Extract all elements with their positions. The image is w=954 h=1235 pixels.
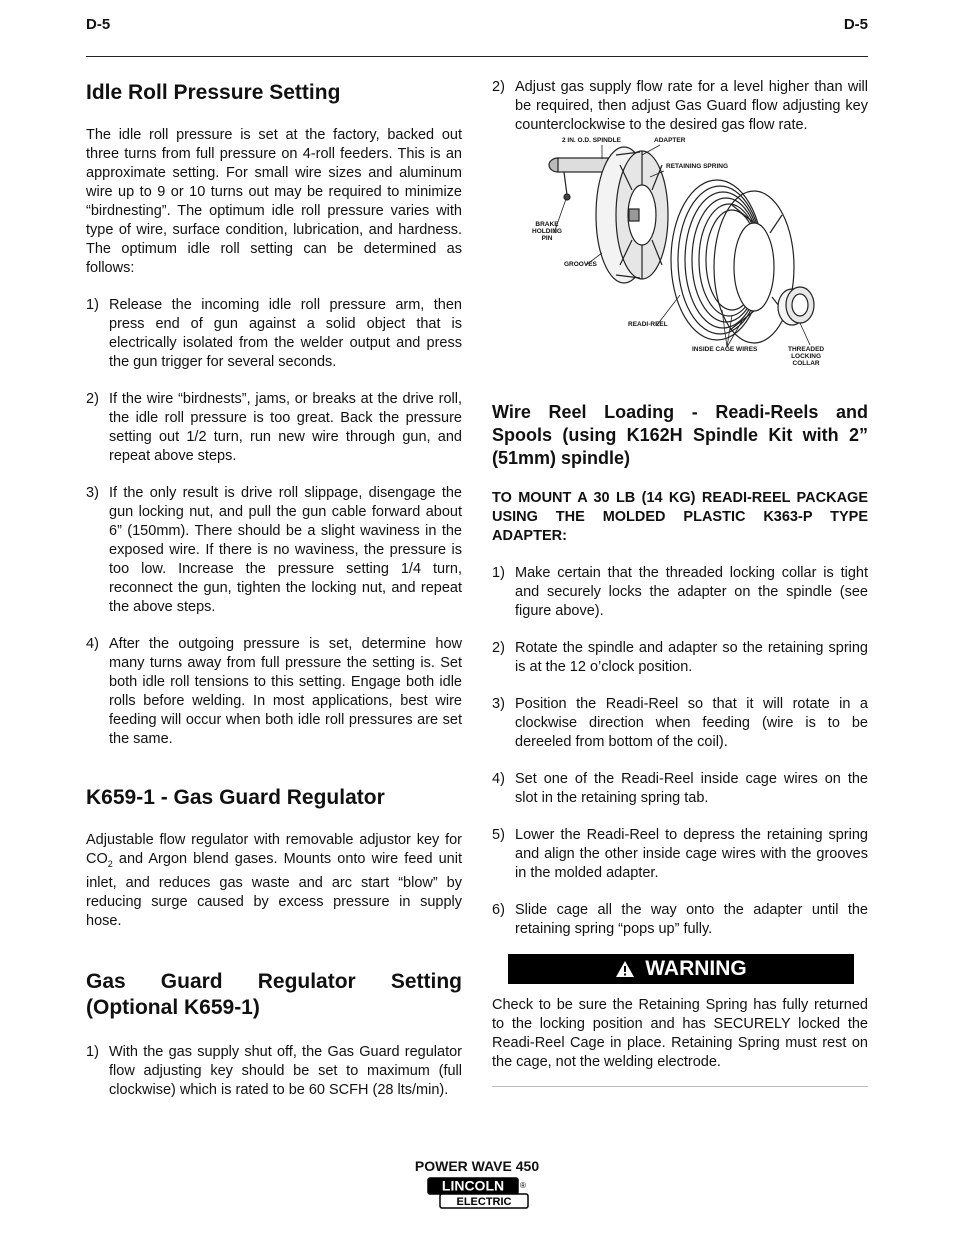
step-number: 4): [492, 771, 505, 787]
idle-roll-step: [86, 635, 462, 749]
k659-text-a: Adjustable flow regulator with removable adjustor key for CO: [86, 832, 462, 867]
label-retaining-spring: RETAINING SPRING: [666, 163, 728, 170]
step-text: Adjust gas supply flow rate for a level higher than will be required, then adjust Gas Guard flow adjusting key counterclockwise to the desired gas flow rate.: [515, 79, 868, 133]
step-text: After the outgoing pressure is set, determine how many turns away from full pressure the setting is. Set both idle roll tensions to this setting. Engage both idle rolls before welding. In most applications, best wire feeding will occur when both idle roll pressures are set the same.: [109, 636, 462, 747]
wire-reel-heading: Wire Reel Loading - Readi-Reels and Spools (using K162H Spindle Kit with 2” (51mm) spindle): [492, 402, 868, 468]
warning-label: WARNING: [645, 957, 747, 980]
logo-text-bottom: ELECTRIC: [456, 1196, 512, 1208]
gas-guard-heading: Gas Guard Regulator Setting (Optional K659-1): [86, 969, 462, 1019]
label-adapter: ADAPTER: [654, 137, 686, 144]
mount-step: [492, 826, 868, 883]
readi-reel-figure: [492, 135, 868, 375]
mount-step: [492, 901, 868, 939]
step-text: If the wire “birdnests”, jams, or breaks at the drive roll, the idle roll pressure is too great. Back the pressure setting out 1/2 turn, run new wire through gun, and repeat above steps.: [109, 391, 462, 464]
step-number: 3): [492, 696, 505, 712]
label-threaded-collar: THREADED LOCKING COLLAR: [788, 346, 825, 367]
lincoln-electric-logo: [426, 1176, 530, 1210]
step-number: 1): [86, 297, 99, 313]
logo-registered-mark: ®: [520, 1181, 526, 1190]
mount-step: [492, 639, 868, 677]
gas-guard-step: [492, 78, 868, 135]
idle-roll-step: [86, 296, 462, 372]
k659-text-b: and Argon blend gases. Mounts onto wire feed unit inlet, and reduces gas waste and arc start “blow” by reducing surge caused by excess pressure in supply hose.: [86, 851, 462, 929]
lincoln-electric-logo-mark: [426, 1176, 530, 1210]
idle-roll-intro: The idle roll pressure is set at the factory, backed out three turns from full pressure on 4-roll feeders. This is an approximate setting. For small wire sizes and aluminum wire up to 9 or 10 turns out may be required to minimize “birdnesting”. The optimum idle roll pressure varies with type of wire, surface condition, lubrication, and hardness. The optimum idle roll setting can be determined as follows:: [86, 127, 462, 276]
step-text: With the gas supply shut off, the Gas Guard regulator flow adjusting key should be set to maximum (full clockwise) which is rated to be 60 SCFH (28 lts/min).: [109, 1043, 462, 1098]
warning-banner: [508, 954, 854, 984]
label-readi-reel: READI-REEL: [628, 321, 668, 328]
page-number-right: D-5: [843, 16, 868, 33]
k659-heading: K659-1 - Gas Guard Regulator: [86, 786, 385, 809]
warning-divider: [492, 1086, 868, 1087]
step-text: Set one of the Readi-Reel inside cage wires on the slot in the retaining spring tab.: [515, 771, 868, 806]
step-text: If the only result is drive roll slippage, disengage the gun locking nut, and pull the gun cable forward about 6” (150mm). There should be a slight waviness in the exposed wire. If there is no waviness, the pressure is too low. Increase the pressure setting 1/4 turn, reconnect the gun, tighten the locking nut, and repeat the above steps.: [109, 485, 462, 615]
step-text: Slide cage all the way onto the adapter until the retaining spring “pops up” fully.: [515, 902, 868, 937]
right-column: [492, 78, 868, 1087]
step-number: 6): [492, 902, 505, 918]
step-text: Make certain that the threaded locking collar is tight and securely locks the adapter on the spindle (see figure above).: [515, 565, 868, 619]
idle-roll-step: [86, 390, 462, 466]
step-number: 1): [492, 565, 505, 581]
mount-step: [492, 564, 868, 621]
step-number: 2): [492, 79, 505, 95]
label-brake-pin: BRAKE HOLDING PIN: [532, 221, 562, 242]
page-number-left: D-5: [86, 16, 111, 33]
step-text: Release the incoming idle roll pressure arm, then press end of gun against a solid object that is electrically isolated from the welder output and press the gun trigger for several seconds.: [109, 297, 462, 370]
step-number: 3): [86, 485, 99, 501]
logo-text-top: LINCOLN: [441, 1177, 505, 1194]
mount-step: [492, 770, 868, 808]
label-inside-cage-wires: INSIDE CAGE WIRES: [692, 346, 758, 353]
mount-instructions-heading: TO MOUNT A 30 LB (14 KG) READI-REEL PACKAGE USING THE MOLDED PLASTIC K363-P TYPE ADAPTER:: [492, 490, 868, 544]
mount-step: [492, 695, 868, 752]
gas-guard-step: [86, 1043, 462, 1100]
left-column: [86, 78, 462, 1100]
product-name: POWER WAVE 450: [414, 1158, 540, 1174]
step-number: 2): [86, 391, 99, 407]
label-spindle: 2 IN. O.D. SPINDLE: [562, 137, 621, 144]
k659-subscript: 2: [107, 858, 113, 869]
k659-description: [86, 831, 462, 931]
step-text: Position the Readi-Reel so that it will rotate in a clockwise direction when feeding (wire is to be dereeled from bottom of the coil).: [515, 696, 868, 750]
spindle-reel-drawing: [492, 135, 868, 375]
step-number: 5): [492, 827, 505, 843]
warning-text: Check to be sure the Retaining Spring has fully returned to the locking position and has SECURELY locked the Readi-Reel Cage in place. Retaining Spring must rest on the cage, not the welding electrode.: [492, 997, 868, 1070]
step-number: 1): [86, 1043, 99, 1060]
idle-roll-heading: Idle Roll Pressure Setting: [86, 81, 341, 104]
idle-roll-step: [86, 484, 462, 617]
header-divider: [86, 56, 868, 57]
step-text: Lower the Readi-Reel to depress the retaining spring and align the other inside cage wires with the grooves in the molded adapter.: [515, 827, 868, 881]
label-grooves: GROOVES: [564, 261, 597, 268]
warning-triangle-icon: [615, 960, 635, 978]
step-number: 4): [86, 636, 99, 652]
step-text: Rotate the spindle and adapter so the retaining spring is at the 12 o’clock position.: [515, 640, 868, 675]
step-number: 2): [492, 640, 505, 656]
